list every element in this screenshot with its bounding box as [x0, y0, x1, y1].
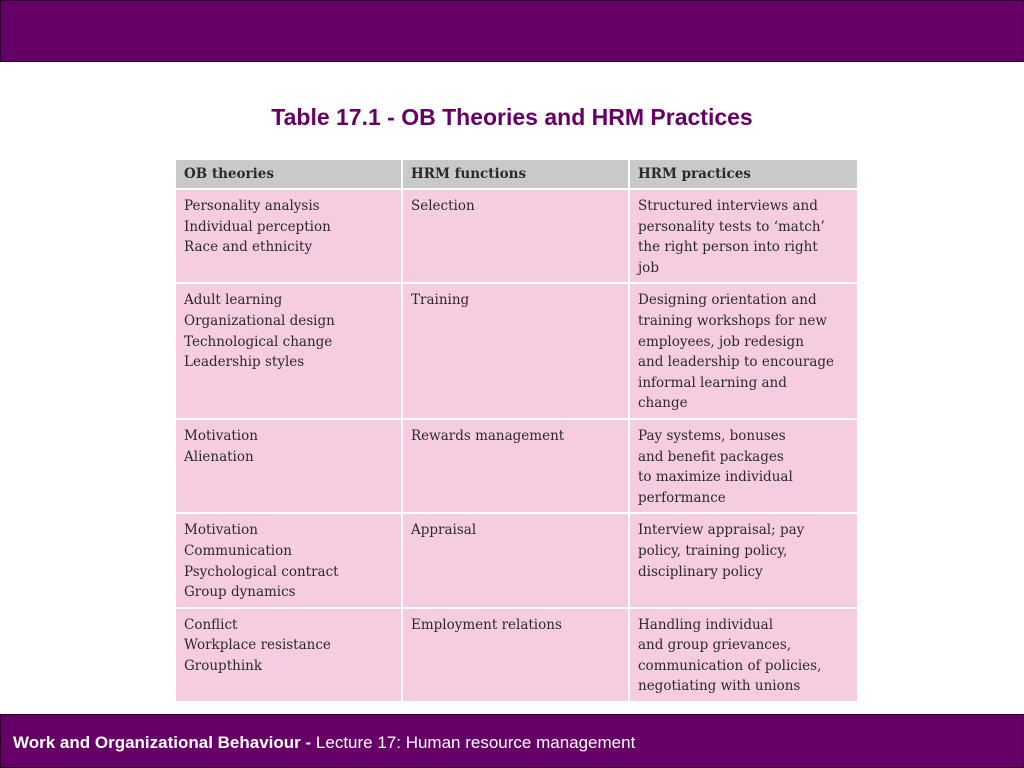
- cell-text-line: Employment relations: [411, 616, 562, 633]
- table-row: [176, 283, 857, 419]
- cell-text-line: Rewards management: [411, 427, 565, 444]
- cell-text-line: Groupthink: [184, 657, 263, 674]
- cell-hrm-function: [402, 419, 629, 513]
- cell-text-line: informal learning and: [638, 374, 787, 391]
- cell-hrm-function: [402, 283, 629, 419]
- cell-text-line: Selection: [411, 198, 475, 214]
- cell-text-line: Leadership styles: [184, 354, 305, 371]
- cell-text-line: change: [638, 395, 688, 412]
- cell-text-line: performance: [638, 489, 726, 506]
- cell-ob-theories: [176, 283, 402, 419]
- table-row: [176, 189, 857, 283]
- cell-ob-theories: [176, 608, 402, 701]
- footer-text: [13, 733, 635, 753]
- cell-text-line: Motivation: [184, 427, 258, 444]
- cell-hrm-practices: [629, 513, 857, 607]
- cell-text-line: Technological change: [184, 333, 333, 350]
- cell-text-line: communication of policies,: [638, 657, 822, 674]
- cell-text-line: Pay systems, bonuses: [638, 427, 786, 444]
- cell-text-line: Motivation: [184, 522, 258, 539]
- header-hrm-practices: HRM practices: [629, 160, 857, 189]
- footer-course-title: Work and Organizational Behaviour -: [13, 733, 316, 752]
- table-header-row: [176, 160, 857, 189]
- cell-hrm-practices: [629, 189, 857, 283]
- table-row: [176, 513, 857, 607]
- table-container: [176, 160, 857, 701]
- cell-text-line: Workplace resistance: [184, 637, 331, 654]
- footer-bar: [0, 714, 1024, 768]
- cell-text-line: and benefit packages: [638, 448, 784, 465]
- cell-text-line: Designing orientation and: [638, 292, 817, 309]
- slide-title: Table 17.1 - OB Theories and HRM Practices: [271, 104, 753, 130]
- cell-hrm-function: [402, 513, 629, 607]
- table-row: [176, 608, 857, 701]
- cell-text-line: Interview appraisal; pay: [638, 522, 805, 539]
- cell-text-line: Psychological contract: [184, 563, 339, 580]
- cell-text-line: and leadership to encourage: [638, 354, 835, 371]
- cell-text-line: training workshops for new: [638, 312, 827, 329]
- cell-ob-theories: [176, 513, 402, 607]
- table-body: [176, 189, 857, 701]
- table-row: [176, 419, 857, 513]
- cell-text-line: Group dynamics: [184, 584, 296, 601]
- cell-text-line: Organizational design: [184, 312, 335, 329]
- cell-text-line: Race and ethnicity: [184, 239, 313, 256]
- header-hrm-functions: HRM functions: [402, 160, 629, 189]
- cell-text-line: the right person into right: [638, 239, 818, 256]
- cell-text-line: personality tests to ‘match’: [638, 218, 825, 235]
- cell-hrm-practices: [629, 419, 857, 513]
- cell-text-line: negotiating with unions: [638, 678, 801, 695]
- cell-hrm-function: [402, 608, 629, 701]
- cell-ob-theories: [176, 419, 402, 513]
- cell-text-line: and group grievances,: [638, 637, 792, 654]
- cell-text-line: Appraisal: [411, 522, 477, 539]
- cell-hrm-function: [402, 189, 629, 283]
- cell-text-line: Alienation: [184, 448, 254, 465]
- header-bar: [0, 0, 1024, 62]
- cell-text-line: to maximize individual: [638, 469, 793, 486]
- cell-text-line: Communication: [184, 542, 292, 559]
- cell-text-line: Conflict: [184, 616, 238, 633]
- cell-text-line: disciplinary policy: [638, 563, 763, 580]
- cell-text-line: Training: [411, 292, 470, 309]
- cell-hrm-practices: [629, 608, 857, 701]
- cell-text-line: Adult learning: [184, 292, 283, 309]
- header-ob-theories: OB theories: [176, 160, 402, 189]
- cell-text-line: Personality analysis: [184, 198, 320, 214]
- footer-lecture-title: Lecture 17: Human resource management: [315, 733, 636, 752]
- cell-text-line: job: [638, 259, 659, 276]
- cell-hrm-practices: [629, 283, 857, 419]
- cell-text-line: Structured interviews and: [638, 198, 818, 214]
- cell-text-line: employees, job redesign: [638, 333, 804, 350]
- cell-text-line: Individual perception: [184, 218, 331, 235]
- cell-text-line: policy, training policy,: [638, 542, 788, 559]
- ob-hrm-table: [176, 160, 857, 701]
- cell-ob-theories: [176, 189, 402, 283]
- cell-text-line: Handling individual: [638, 616, 774, 633]
